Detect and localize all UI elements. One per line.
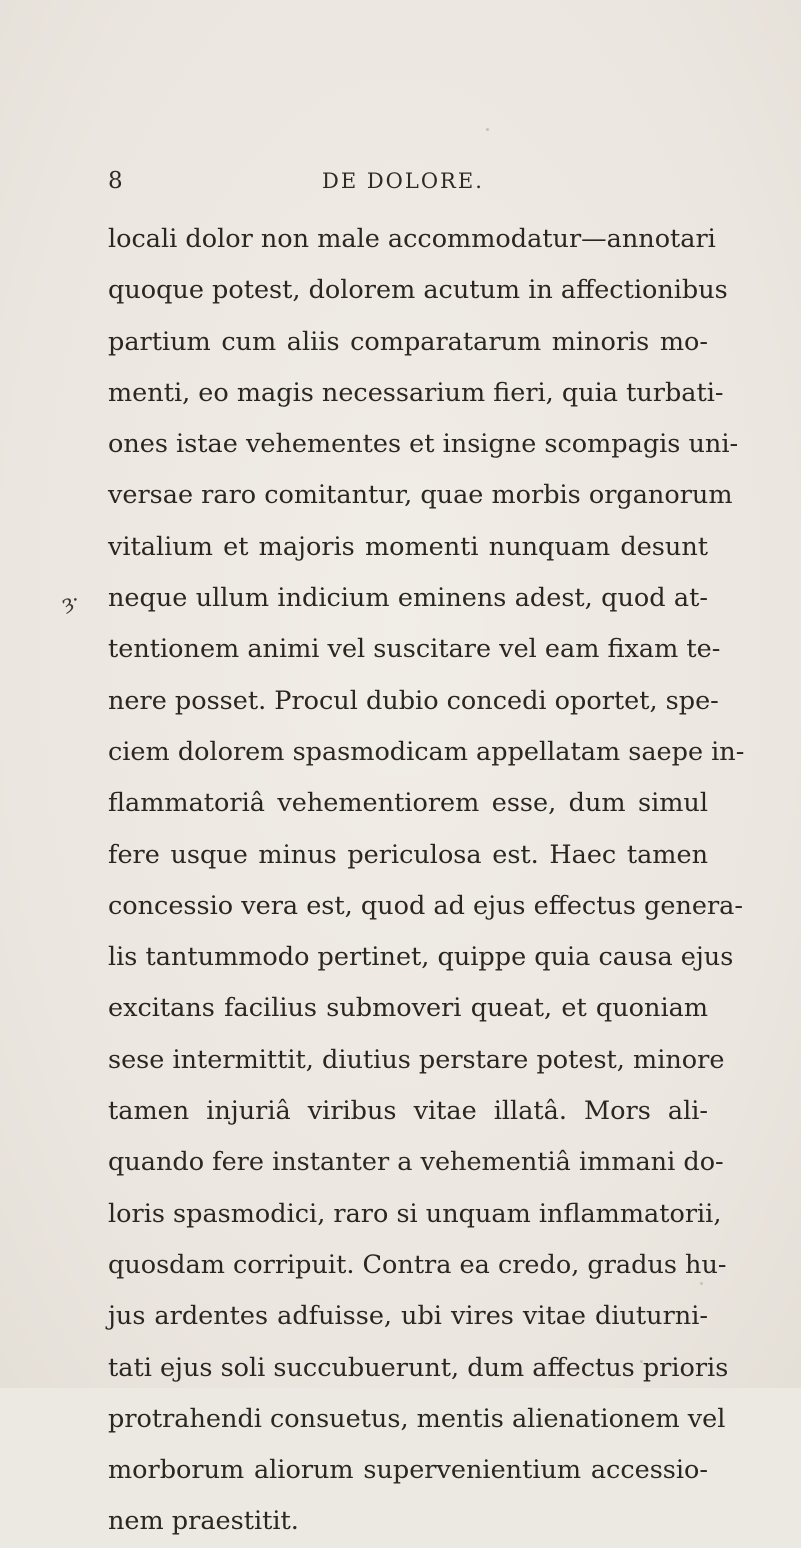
text-line: fere usque minus periculosa est. Haec tamen bbox=[108, 839, 708, 870]
text-line: tati ejus soli succubuerunt, dum affectus prioris bbox=[108, 1352, 729, 1383]
text-line: versae raro comitantur, quae morbis organorum bbox=[108, 480, 733, 511]
text-line: jus ardentes adfuisse, ubi vires vitae diuturni- bbox=[108, 1301, 708, 1332]
text-line: nere posset. Procul dubio concedi oportet, spe- bbox=[108, 685, 719, 716]
text-line: quando fere instanter a vehementiâ immani do- bbox=[108, 1147, 724, 1178]
text-line: neque ullum indicium eminens adest, quod at- bbox=[108, 583, 708, 614]
text-line: partium cum aliis comparatarum minoris mo- bbox=[108, 326, 708, 357]
text-line: protrahendi consuetus, mentis alienationem vel bbox=[108, 1403, 726, 1434]
text-line: quosdam corripuit. Contra ea credo, gradus hu- bbox=[108, 1249, 727, 1280]
text-line: locali dolor non male accommodatur—annotari bbox=[108, 224, 716, 254]
text-line: ciem dolorem spasmodicam appellatam saepe in- bbox=[108, 736, 745, 767]
text-line: quoque potest, dolorem acutum in affectionibus bbox=[108, 275, 728, 306]
page-number: 8 bbox=[108, 168, 123, 194]
text-line: nem praestitit. bbox=[108, 1506, 299, 1537]
body-paragraph bbox=[108, 214, 745, 1548]
text-line: ones istae vehementes et insigne scompagis uni- bbox=[108, 429, 739, 460]
text-line: menti, eo magis necessarium fieri, quia turbati- bbox=[108, 377, 724, 408]
paper-speck bbox=[486, 128, 489, 131]
running-head bbox=[0, 166, 801, 206]
running-title: DE DOLORE. bbox=[322, 169, 484, 193]
text-line: loris spasmodici, raro si unquam inflammatorii, bbox=[108, 1198, 722, 1229]
text-line: sese intermittit, diutius perstare potest, minore bbox=[108, 1044, 725, 1075]
margin-annotation: ȝ· bbox=[58, 586, 83, 616]
text-line: concessio vera est, quod ad ejus effectus genera- bbox=[108, 890, 743, 921]
text-line: tamen injuriâ viribus vitae illatâ. Mors ali- bbox=[108, 1096, 708, 1127]
text-line: morborum aliorum supervenientium accessio- bbox=[108, 1455, 708, 1486]
text-line: vitalium et majoris momenti nunquam desunt bbox=[108, 531, 708, 562]
text-line: flammatoriâ vehementiorem esse, dum simul bbox=[108, 788, 708, 819]
text-line: tentionem animi vel suscitare vel eam fixam te- bbox=[108, 634, 721, 665]
text-line: lis tantummodo pertinet, quippe quia causa ejus bbox=[108, 942, 734, 973]
text-line: excitans facilius submoveri queat, et quoniam bbox=[108, 993, 708, 1024]
